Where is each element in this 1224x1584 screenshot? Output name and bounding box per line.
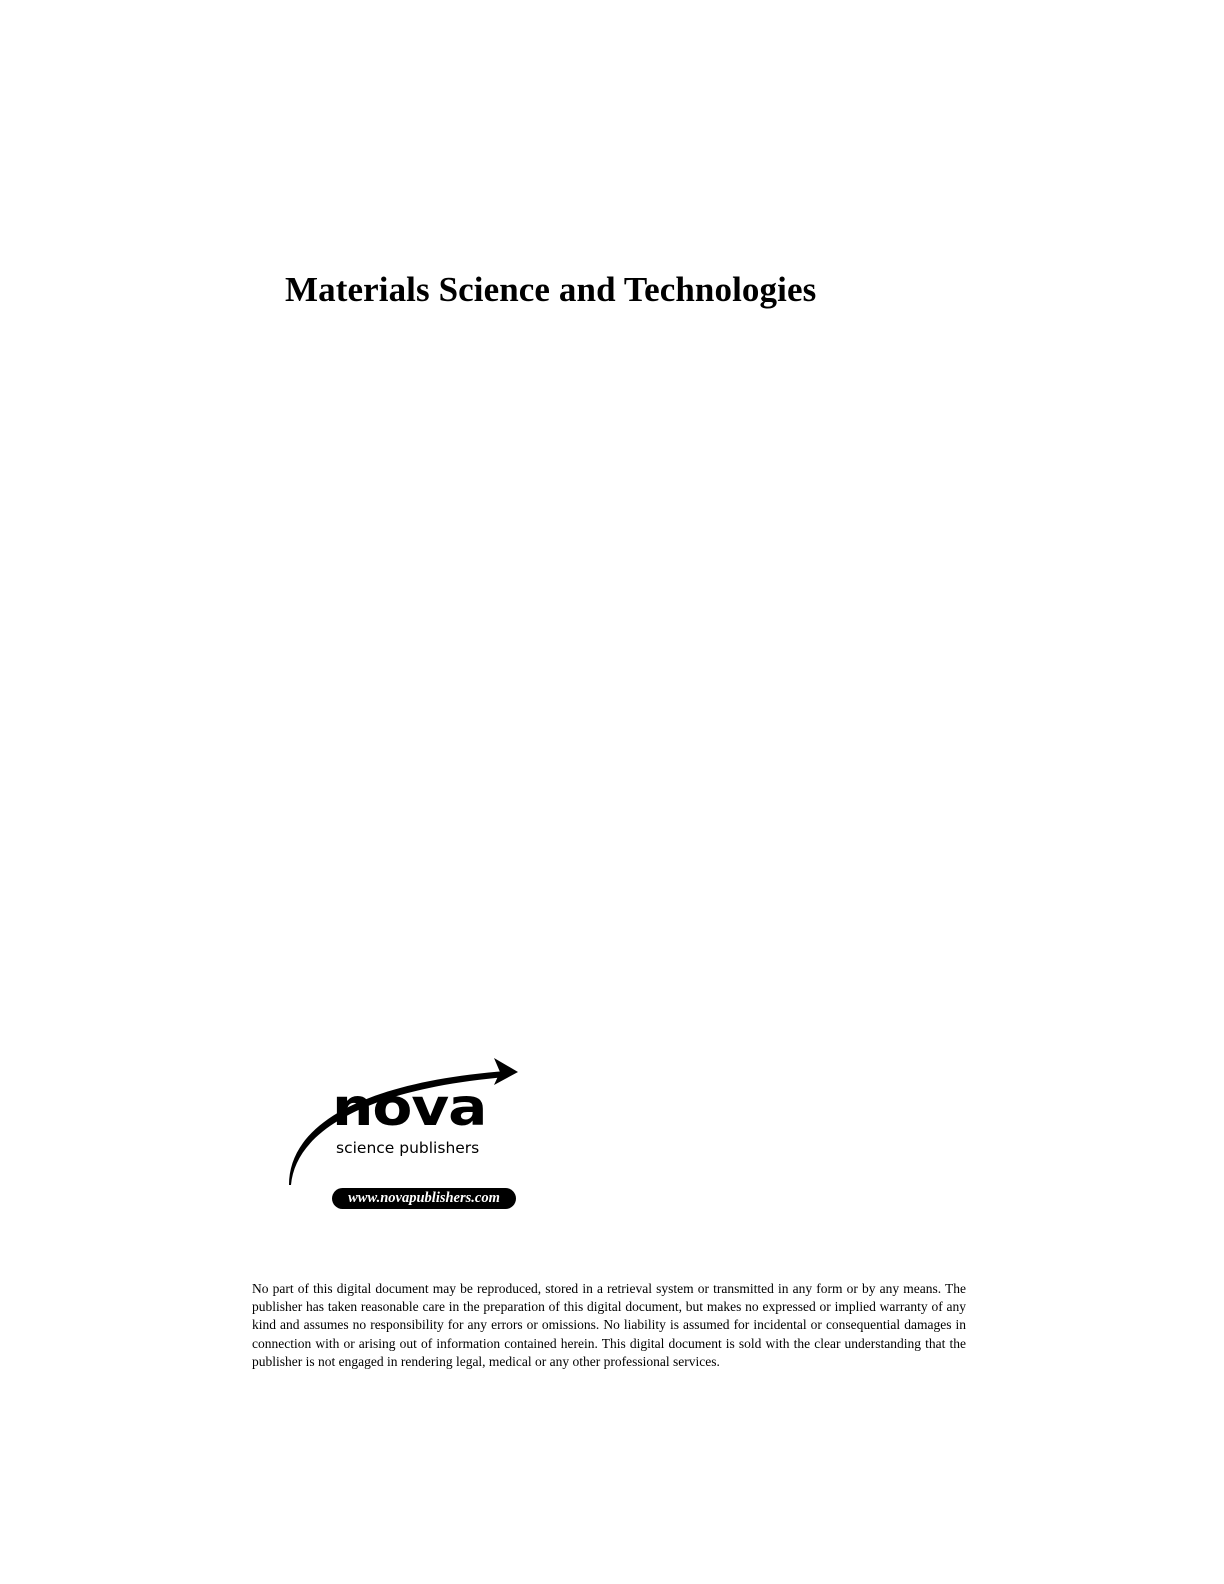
series-title: Materials Science and Technologies	[285, 270, 817, 309]
logo-tagline: science publishers	[336, 1139, 480, 1157]
copyright-disclaimer: No part of this digital document may be reproduced, stored in a retrieval system or transmitted in any form or by any means. The publisher has taken reasonable care in the preparation of this digital document, but makes no expressed or implied warranty of any kind and assumes no responsibility for any errors or omissions. No liability is assumed for incidental or consequential damages in connection with or arising out of information contained herein. This digital document is sold with the clear understanding that the publisher is not engaged in rendering legal, medical or any other professional services.	[252, 1281, 966, 1369]
logo-wordmark: nova	[332, 1078, 487, 1138]
publisher-url-badge: www.novapublishers.com	[332, 1188, 516, 1209]
publisher-logo	[284, 1052, 524, 1212]
